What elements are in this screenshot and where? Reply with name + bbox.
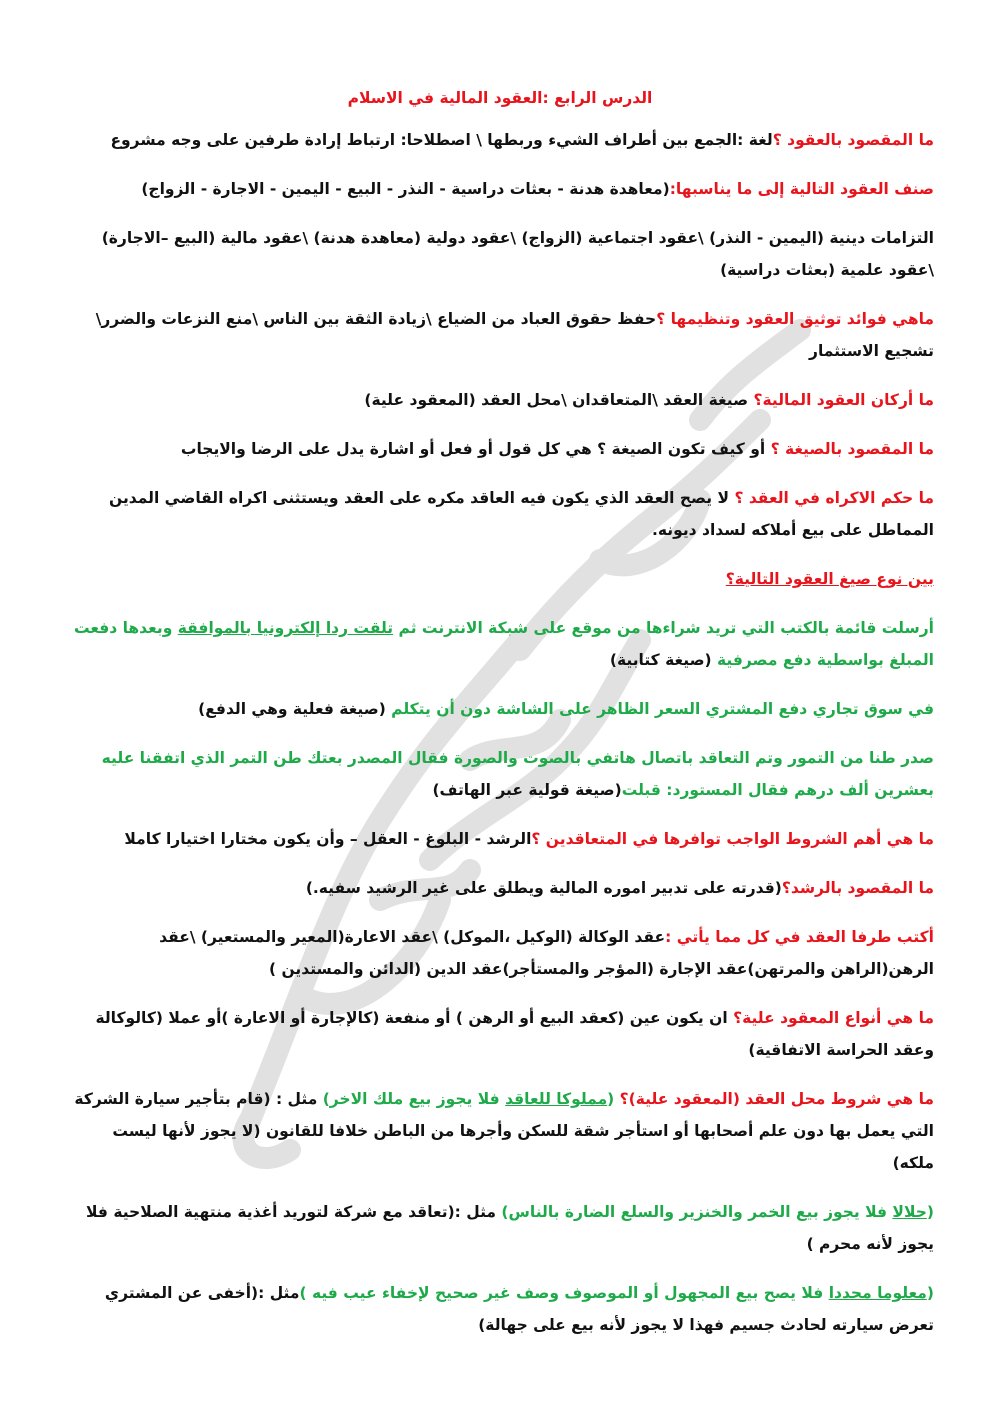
question-text: ما هي أنواع المعقود علية؟ bbox=[733, 1009, 934, 1027]
classification-answer: التزامات دينية (اليمين - النذر) \عقود اجتماعية (الزواج) \عقود دولية (معاهدة هدنة) \عقود مالية (البيع –الاجارة) \عقود علمية (بعثات دراسية) bbox=[101, 229, 934, 279]
question-contracts-meaning bbox=[66, 124, 934, 156]
question-text: ما المقصود بالعقود ؟ bbox=[772, 131, 934, 149]
condition-text: ( bbox=[926, 1203, 934, 1221]
example-text: صدر طنا من التمور وتم التعاقد باتصال هاتفي بالصوت والصورة فقال المصدر بعتك طن التمر الذي اتفقنا عليه بعشرين ألف درهم فقال المستورد: قبلت bbox=[101, 749, 934, 799]
condition-underlined-text: حلالا bbox=[892, 1203, 927, 1221]
question-classify-contracts bbox=[66, 173, 934, 205]
question-contract-subject-conditions bbox=[66, 1083, 934, 1179]
example-text: أرسلت قائمة بالكتب التي تريد شراءها من موقع على شبكة الانترنت ثم bbox=[393, 619, 934, 637]
question-contract-pillars bbox=[66, 384, 934, 416]
question-documentation-benefits bbox=[66, 303, 934, 367]
question-coercion-ruling bbox=[66, 482, 934, 546]
answer-text: صيغة العقد \المتعاقدان \محل العقد (المعقود علية) bbox=[364, 391, 754, 409]
answer-text: مثل :(أخفى عن المشتري تعرض سيارته لحادث جسيم فهذا لا يجوز لأنه بيع على جهالة) bbox=[104, 1284, 934, 1334]
answer-text: أو كيف تكون الصيغة ؟ هي كل قول أو فعل أو اشارة يدل على الرضا والايجاب bbox=[180, 440, 771, 458]
answer-text: الرشد - البلوغ - العقل – وأن يكون مختارا اختيارا كاملا bbox=[124, 830, 532, 848]
condition-text: فلا يجوز بيع الخمر والخنزير والسلع الضارة بالناس) bbox=[501, 1203, 893, 1221]
condition-known-specified bbox=[66, 1277, 934, 1341]
question-formula-types bbox=[66, 563, 934, 595]
question-contractor-conditions bbox=[66, 823, 934, 855]
condition-underlined-text: معلوما محددا bbox=[828, 1284, 927, 1302]
question-contracted-types bbox=[66, 1002, 934, 1066]
condition-text: فلا يصح بيع المجهول أو الموصوف وصف غير صحيح لإخفاء عيب فيه ) bbox=[299, 1284, 829, 1302]
condition-text: ( bbox=[607, 1090, 620, 1108]
question-contract-parties bbox=[66, 921, 934, 985]
question-text: صنف العقود التالية إلى ما يناسبها: bbox=[669, 180, 934, 198]
answer-text: عقد الوكالة (الوكيل ،الموكل) \عقد الاعارة(المعير والمستعير) \عقد الرهن(الراهن والمرتهن)عقد الإجارة (المؤجر والمستأجر)عقد الدين (الدائن والمستدين ) bbox=[159, 928, 934, 978]
answer-text: مثل :(تعاقد مع شركة لتوريد أغذية منتهية الصلاحية فلا يجوز لأنه محرم ) bbox=[86, 1203, 934, 1253]
question-text: أكتب طرفا العقد في كل مما يأتي : bbox=[665, 928, 934, 946]
lesson-title: الدرس الرابع :العقود المالية في الاسلام bbox=[347, 89, 653, 107]
question-text: ماهي فوائد توثيق العقود وتنظيمها ؟ bbox=[656, 310, 934, 328]
answer-text: مثل : (قام بتأجير سيارة الشركة التي يعمل بها دون علم أصحابها أو استأجر شقة للسكن وأجرها من الباطن خلافا للقانون (لا يجوز لأنها ليست ملكه) bbox=[74, 1090, 934, 1172]
question-text: ما هي شروط محل العقد (المعقود علية)؟ bbox=[619, 1090, 934, 1108]
example-underlined-text: تلقت ردا إلكترونيا بالموافقة bbox=[177, 619, 394, 637]
question-text: بين نوع صيغ العقود التالية؟ bbox=[725, 570, 934, 588]
question-text: ما هي أهم الشروط الواجب توافرها في المتعاقدين ؟ bbox=[531, 830, 934, 848]
question-maturity-meaning bbox=[66, 872, 934, 904]
example-text: في سوق تجاري دفع المشتري السعر الظاهر على الشاشة دون أن يتكلم bbox=[385, 700, 934, 718]
condition-text: فلا يجوز بيع ملك الاخر) bbox=[322, 1090, 506, 1108]
example-answer: (صيغة قولية عبر الهاتف) bbox=[432, 781, 622, 799]
example-answer: (صيغة كتابية) bbox=[609, 651, 712, 669]
answer-text: حفظ حقوق العباد من الضياع \زيادة الثقة بين الناس \منع النزعات والضرر\ تشجيع الاستثمار bbox=[95, 310, 934, 360]
answer-text: لغة :الجمع بين أطراف الشيء وربطها \ اصطلاحا: ارتباط إرادة طرفين على وجه مشروع bbox=[110, 131, 773, 149]
answer-text: لا يصح العقد الذي يكون فيه العاقد مكره على العقد ويستثنى اكراه القاضي المدين المماطل على بيع أملاكه لسداد ديونه. bbox=[109, 489, 934, 539]
example-verbal-formula bbox=[66, 742, 934, 806]
condition-text: ( bbox=[926, 1284, 934, 1302]
question-text: ما أركان العقود المالية؟ bbox=[753, 391, 934, 409]
question-text: ما المقصود بالرشد؟ bbox=[781, 879, 934, 897]
example-action-formula bbox=[66, 693, 934, 725]
answer-text: (قدرته على تدبير اموره المالية ويطلق على غير الرشيد سفيه.) bbox=[305, 879, 782, 897]
question-formula-meaning bbox=[66, 433, 934, 465]
answer-text: (معاهدة هدنة - بعثات دراسية - النذر - البيع - اليمين - الاجارة - الزواج) bbox=[141, 180, 670, 198]
example-answer: (صيغة فعلية وهي الدفع) bbox=[198, 700, 386, 718]
example-written-formula bbox=[66, 612, 934, 676]
condition-underlined-text: مملوكا للعاقد bbox=[505, 1090, 608, 1108]
condition-lawful bbox=[66, 1196, 934, 1260]
answer-text: ان يكون عين (كعقد البيع أو الرهن ) أو منفعة (كالإجارة أو الاعارة )أو عملا (كالوكالة وعقد الحراسة الاتفاقية) bbox=[95, 1009, 934, 1059]
question-text: ما حكم الاكراه في العقد ؟ bbox=[734, 489, 934, 507]
question-text: ما المقصود بالصيغة ؟ bbox=[770, 440, 934, 458]
example-text: وبعدها دفعت المبلغ بواسطية دفع مصرفية bbox=[73, 619, 934, 669]
